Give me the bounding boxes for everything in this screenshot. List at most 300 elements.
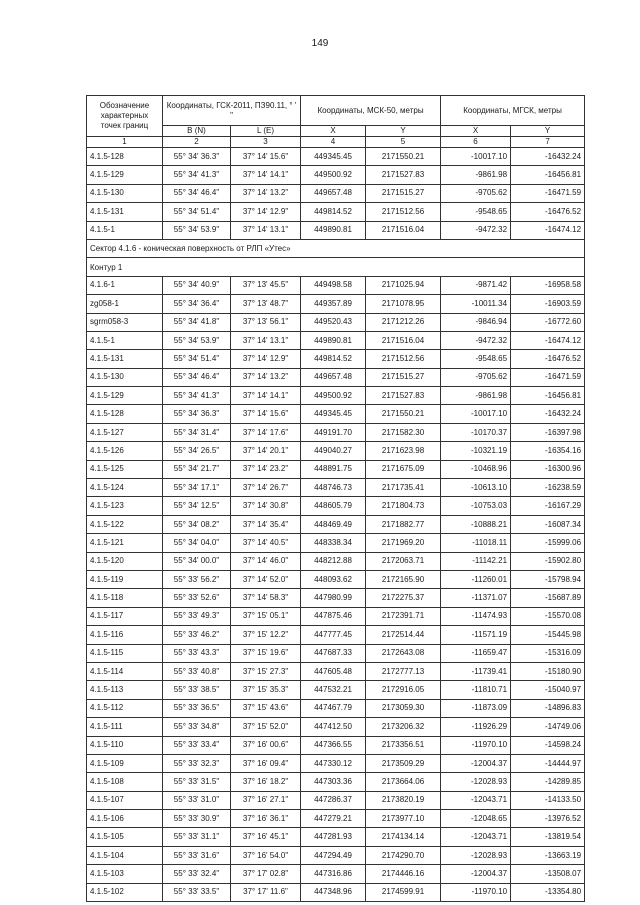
- table-row: [87, 791, 585, 809]
- mgsk-x-cell: -11142.21: [441, 552, 511, 570]
- msk-y-cell: 2171550.21: [366, 148, 441, 166]
- table-row: [87, 699, 585, 717]
- msk-x-cell: 449500.92: [301, 387, 366, 405]
- point-name-cell: 4.1.5-104: [87, 846, 163, 864]
- msk-x-cell: 447303.36: [301, 773, 366, 791]
- mgsk-y-cell: -15180.90: [511, 662, 585, 680]
- table-row: [87, 589, 585, 607]
- mgsk-y-cell: -16476.52: [511, 203, 585, 221]
- header-l: L (E): [231, 126, 301, 137]
- l-cell: 37° 14' 30.8": [231, 497, 301, 515]
- table-row: [87, 423, 585, 441]
- section-row: [87, 239, 585, 257]
- point-name-cell: 4.1.5-102: [87, 883, 163, 901]
- point-name-cell: 4.1.5-117: [87, 607, 163, 625]
- l-cell: 37° 14' 14.1": [231, 166, 301, 184]
- mgsk-x-cell: -10170.37: [441, 423, 511, 441]
- table-row: [87, 626, 585, 644]
- mgsk-x-cell: -11970.10: [441, 736, 511, 754]
- mgsk-x-cell: -10753.03: [441, 497, 511, 515]
- msk-y-cell: 2174134.14: [366, 828, 441, 846]
- b-cell: 55° 34' 46.4": [163, 368, 231, 386]
- msk-y-cell: 2171515.27: [366, 368, 441, 386]
- b-cell: 55° 33' 31.5": [163, 773, 231, 791]
- mgsk-y-cell: -16397.98: [511, 423, 585, 441]
- table-row: [87, 313, 585, 331]
- msk-y-cell: 2173509.29: [366, 754, 441, 772]
- point-name-cell: 4.1.5-124: [87, 479, 163, 497]
- l-cell: 37° 14' 17.6": [231, 423, 301, 441]
- section-row-label: Сектор 4.1.6 - коническая поверхность от РЛП «Утес»: [87, 239, 585, 257]
- l-cell: 37° 16' 18.2": [231, 773, 301, 791]
- header-col-number: 6: [441, 137, 511, 148]
- table-row: [87, 681, 585, 699]
- l-cell: 37° 14' 14.1": [231, 387, 301, 405]
- l-cell: 37° 15' 27.3": [231, 662, 301, 680]
- b-cell: 55° 34' 46.4": [163, 184, 231, 202]
- msk-x-cell: 449890.81: [301, 221, 366, 239]
- b-cell: 55° 34' 41.3": [163, 166, 231, 184]
- msk-x-cell: 447279.21: [301, 810, 366, 828]
- msk-x-cell: 447875.46: [301, 607, 366, 625]
- mgsk-x-cell: -10017.10: [441, 148, 511, 166]
- table-row: [87, 754, 585, 772]
- table-row: [87, 331, 585, 349]
- b-cell: 55° 34' 51.4": [163, 203, 231, 221]
- l-cell: 37° 17' 11.6": [231, 883, 301, 901]
- msk-y-cell: 2172514.44: [366, 626, 441, 644]
- msk-x-cell: 447316.86: [301, 865, 366, 883]
- point-name-cell: 4.1.5-116: [87, 626, 163, 644]
- b-cell: 55° 34' 12.5": [163, 497, 231, 515]
- mgsk-y-cell: -15316.09: [511, 644, 585, 662]
- msk-x-cell: 447366.55: [301, 736, 366, 754]
- table-row: [87, 460, 585, 478]
- table-row: [87, 479, 585, 497]
- point-name-cell: 4.1.5-123: [87, 497, 163, 515]
- msk-x-cell: 447980.99: [301, 589, 366, 607]
- mgsk-x-cell: -9472.32: [441, 221, 511, 239]
- mgsk-x-cell: -11970.10: [441, 883, 511, 901]
- b-cell: 55° 34' 53.9": [163, 221, 231, 239]
- mgsk-x-cell: -9548.65: [441, 203, 511, 221]
- msk-x-cell: 448605.79: [301, 497, 366, 515]
- header-mgsk-coordinates: Координаты, МГСК, метры: [441, 96, 585, 126]
- table-row: [87, 736, 585, 754]
- msk-y-cell: 2171516.04: [366, 221, 441, 239]
- mgsk-y-cell: -13663.19: [511, 846, 585, 864]
- table-row: [87, 405, 585, 423]
- table-row: [87, 883, 585, 901]
- msk-x-cell: 449357.89: [301, 295, 366, 313]
- point-name-cell: 4.1.5-126: [87, 442, 163, 460]
- msk-y-cell: 2171623.98: [366, 442, 441, 460]
- l-cell: 37° 14' 46.0": [231, 552, 301, 570]
- point-name-cell: 4.1.5-1: [87, 221, 163, 239]
- header-col-number: 4: [301, 137, 366, 148]
- mgsk-y-cell: -15687.89: [511, 589, 585, 607]
- msk-y-cell: 2173664.06: [366, 773, 441, 791]
- mgsk-x-cell: -11571.19: [441, 626, 511, 644]
- mgsk-x-cell: -10888.21: [441, 515, 511, 533]
- b-cell: 55° 34' 36.4": [163, 295, 231, 313]
- l-cell: 37° 16' 45.1": [231, 828, 301, 846]
- l-cell: 37° 16' 54.0": [231, 846, 301, 864]
- l-cell: 37° 14' 12.9": [231, 350, 301, 368]
- l-cell: 37° 14' 26.7": [231, 479, 301, 497]
- point-name-cell: 4.1.5-109: [87, 754, 163, 772]
- b-cell: 55° 33' 31.1": [163, 828, 231, 846]
- mgsk-x-cell: -11474.93: [441, 607, 511, 625]
- mgsk-x-cell: -9861.98: [441, 166, 511, 184]
- mgsk-y-cell: -14896.83: [511, 699, 585, 717]
- msk-y-cell: 2173820.19: [366, 791, 441, 809]
- table-row: [87, 846, 585, 864]
- msk-y-cell: 2171516.04: [366, 331, 441, 349]
- mgsk-x-cell: -10468.96: [441, 460, 511, 478]
- mgsk-y-cell: -15570.08: [511, 607, 585, 625]
- point-name-cell: 4.1.5-130: [87, 368, 163, 386]
- l-cell: 37° 15' 43.6": [231, 699, 301, 717]
- msk-y-cell: 2171582.30: [366, 423, 441, 441]
- msk-x-cell: 447281.93: [301, 828, 366, 846]
- point-name-cell: 4.1.5-120: [87, 552, 163, 570]
- mgsk-y-cell: -16471.59: [511, 184, 585, 202]
- point-name-cell: 4.1.5-108: [87, 773, 163, 791]
- mgsk-y-cell: -13976.52: [511, 810, 585, 828]
- msk-y-cell: 2174290.70: [366, 846, 441, 864]
- point-name-cell: 4.1.5-115: [87, 644, 163, 662]
- l-cell: 37° 14' 13.2": [231, 184, 301, 202]
- l-cell: 37° 15' 19.6": [231, 644, 301, 662]
- msk-x-cell: 447532.21: [301, 681, 366, 699]
- mgsk-x-cell: -12043.71: [441, 828, 511, 846]
- msk-x-cell: 449814.52: [301, 350, 366, 368]
- msk-y-cell: 2172391.71: [366, 607, 441, 625]
- b-cell: 55° 33' 49.3": [163, 607, 231, 625]
- l-cell: 37° 13' 48.7": [231, 295, 301, 313]
- l-cell: 37° 14' 35.4": [231, 515, 301, 533]
- msk-x-cell: 448338.34: [301, 534, 366, 552]
- table-row: [87, 497, 585, 515]
- table-row: [87, 221, 585, 239]
- mgsk-y-cell: -14598.24: [511, 736, 585, 754]
- mgsk-x-cell: -11260.01: [441, 570, 511, 588]
- point-name-cell: 4.1.5-119: [87, 570, 163, 588]
- header-msk-coordinates: Координаты, МСК-50, метры: [301, 96, 441, 126]
- b-cell: 55° 33' 36.5": [163, 699, 231, 717]
- b-cell: 55° 34' 51.4": [163, 350, 231, 368]
- msk-y-cell: 2171078.95: [366, 295, 441, 313]
- point-name-cell: 4.1.5-106: [87, 810, 163, 828]
- mgsk-x-cell: -11659.47: [441, 644, 511, 662]
- point-name-cell: zg058-1: [87, 295, 163, 313]
- b-cell: 55° 33' 43.3": [163, 644, 231, 662]
- l-cell: 37° 14' 40.5": [231, 534, 301, 552]
- msk-x-cell: 448469.49: [301, 515, 366, 533]
- header-point-designation: Обозначение характерных точек границ: [87, 96, 163, 137]
- msk-x-cell: 448746.73: [301, 479, 366, 497]
- header-col-number: 3: [231, 137, 301, 148]
- point-name-cell: 4.1.5-103: [87, 865, 163, 883]
- l-cell: 37° 14' 15.6": [231, 148, 301, 166]
- b-cell: 55° 34' 00.0": [163, 552, 231, 570]
- table-row: [87, 828, 585, 846]
- table-body: [87, 148, 585, 902]
- b-cell: 55° 33' 32.3": [163, 754, 231, 772]
- msk-y-cell: 2172063.71: [366, 552, 441, 570]
- mgsk-x-cell: -11810.71: [441, 681, 511, 699]
- msk-x-cell: 448093.62: [301, 570, 366, 588]
- point-name-cell: 4.1.5-118: [87, 589, 163, 607]
- table-row: [87, 607, 585, 625]
- b-cell: 55° 34' 41.3": [163, 387, 231, 405]
- contour-row-label: Контур 1: [87, 258, 585, 276]
- msk-y-cell: 2172165.90: [366, 570, 441, 588]
- l-cell: 37° 14' 13.1": [231, 331, 301, 349]
- point-name-cell: 4.1.5-111: [87, 718, 163, 736]
- point-name-cell: 4.1.5-114: [87, 662, 163, 680]
- b-cell: 55° 33' 52.6": [163, 589, 231, 607]
- mgsk-y-cell: -16474.12: [511, 221, 585, 239]
- msk-x-cell: 449520.43: [301, 313, 366, 331]
- header-msk-y: Y: [366, 126, 441, 137]
- msk-x-cell: 447348.96: [301, 883, 366, 901]
- l-cell: 37° 16' 36.1": [231, 810, 301, 828]
- mgsk-x-cell: -12028.93: [441, 773, 511, 791]
- mgsk-x-cell: -9871.42: [441, 276, 511, 294]
- b-cell: 55° 33' 31.0": [163, 791, 231, 809]
- point-name-cell: 4.1.5-122: [87, 515, 163, 533]
- table-row: [87, 166, 585, 184]
- mgsk-x-cell: -12048.65: [441, 810, 511, 828]
- point-name-cell: 4.1.5-128: [87, 405, 163, 423]
- mgsk-x-cell: -12004.37: [441, 865, 511, 883]
- l-cell: 37° 14' 23.2": [231, 460, 301, 478]
- table-row: [87, 368, 585, 386]
- mgsk-y-cell: -16087.34: [511, 515, 585, 533]
- msk-x-cell: 449814.52: [301, 203, 366, 221]
- b-cell: 55° 34' 36.3": [163, 405, 231, 423]
- table-row: [87, 810, 585, 828]
- point-name-cell: 4.1.5-130: [87, 184, 163, 202]
- b-cell: 55° 33' 30.9": [163, 810, 231, 828]
- b-cell: 55° 33' 33.4": [163, 736, 231, 754]
- mgsk-y-cell: -14133.50: [511, 791, 585, 809]
- l-cell: 37° 16' 09.4": [231, 754, 301, 772]
- mgsk-y-cell: -13508.07: [511, 865, 585, 883]
- table-row: [87, 515, 585, 533]
- mgsk-y-cell: -16354.16: [511, 442, 585, 460]
- mgsk-x-cell: -9705.62: [441, 184, 511, 202]
- mgsk-y-cell: -16772.60: [511, 313, 585, 331]
- b-cell: 55° 34' 04.0": [163, 534, 231, 552]
- msk-x-cell: 447286.37: [301, 791, 366, 809]
- l-cell: 37° 17' 02.8": [231, 865, 301, 883]
- header-gsk-coordinates: Координаты, ГСК-2011, ПЗ90.11, ° ' ": [163, 96, 301, 126]
- header-mgsk-x: X: [441, 126, 511, 137]
- mgsk-x-cell: -9705.62: [441, 368, 511, 386]
- l-cell: 37° 14' 12.9": [231, 203, 301, 221]
- point-name-cell: 4.1.5-121: [87, 534, 163, 552]
- msk-x-cell: 448212.88: [301, 552, 366, 570]
- msk-x-cell: 449345.45: [301, 405, 366, 423]
- mgsk-y-cell: -16167.29: [511, 497, 585, 515]
- b-cell: 55° 34' 17.1": [163, 479, 231, 497]
- msk-y-cell: 2171969.20: [366, 534, 441, 552]
- b-cell: 55° 34' 21.7": [163, 460, 231, 478]
- mgsk-x-cell: -12004.37: [441, 754, 511, 772]
- mgsk-x-cell: -9861.98: [441, 387, 511, 405]
- msk-y-cell: 2173206.32: [366, 718, 441, 736]
- l-cell: 37° 14' 58.3": [231, 589, 301, 607]
- msk-x-cell: 447294.49: [301, 846, 366, 864]
- table-row: [87, 552, 585, 570]
- header-msk-x: X: [301, 126, 366, 137]
- mgsk-y-cell: -16471.59: [511, 368, 585, 386]
- mgsk-x-cell: -9846.94: [441, 313, 511, 331]
- msk-y-cell: 2174599.91: [366, 883, 441, 901]
- l-cell: 37° 14' 13.2": [231, 368, 301, 386]
- b-cell: 55° 34' 36.3": [163, 148, 231, 166]
- table-row: [87, 773, 585, 791]
- b-cell: 55° 33' 34.8": [163, 718, 231, 736]
- table-row: [87, 295, 585, 313]
- point-name-cell: sgrm058-3: [87, 313, 163, 331]
- mgsk-y-cell: -16300.96: [511, 460, 585, 478]
- msk-y-cell: 2172643.08: [366, 644, 441, 662]
- point-name-cell: 4.1.5-129: [87, 387, 163, 405]
- mgsk-y-cell: -15999.06: [511, 534, 585, 552]
- msk-y-cell: 2171550.21: [366, 405, 441, 423]
- mgsk-y-cell: -16903.59: [511, 295, 585, 313]
- msk-x-cell: 449040.27: [301, 442, 366, 460]
- b-cell: 55° 33' 38.5": [163, 681, 231, 699]
- table-row: [87, 570, 585, 588]
- b-cell: 55° 33' 31.6": [163, 846, 231, 864]
- point-name-cell: 4.1.5-113: [87, 681, 163, 699]
- msk-y-cell: 2172916.05: [366, 681, 441, 699]
- l-cell: 37° 14' 52.0": [231, 570, 301, 588]
- mgsk-x-cell: -11926.29: [441, 718, 511, 736]
- mgsk-y-cell: -16456.81: [511, 166, 585, 184]
- coordinates-table: [86, 95, 585, 902]
- b-cell: 55° 34' 41.8": [163, 313, 231, 331]
- mgsk-y-cell: -16474.12: [511, 331, 585, 349]
- point-name-cell: 4.1.5-110: [87, 736, 163, 754]
- msk-y-cell: 2171527.83: [366, 387, 441, 405]
- table-row: [87, 442, 585, 460]
- b-cell: 55° 33' 33.5": [163, 883, 231, 901]
- mgsk-x-cell: -9548.65: [441, 350, 511, 368]
- msk-y-cell: 2171882.77: [366, 515, 441, 533]
- mgsk-y-cell: -14444.97: [511, 754, 585, 772]
- point-name-cell: 4.1.5-105: [87, 828, 163, 846]
- msk-y-cell: 2171212.26: [366, 313, 441, 331]
- msk-y-cell: 2172275.37: [366, 589, 441, 607]
- table-row: [87, 276, 585, 294]
- mgsk-y-cell: -16456.81: [511, 387, 585, 405]
- table-row: [87, 662, 585, 680]
- point-name-cell: 4.1.6-1: [87, 276, 163, 294]
- msk-y-cell: 2171515.27: [366, 184, 441, 202]
- page-number: 149: [311, 38, 329, 49]
- l-cell: 37° 15' 52.0": [231, 718, 301, 736]
- mgsk-x-cell: -11873.09: [441, 699, 511, 717]
- point-name-cell: 4.1.5-107: [87, 791, 163, 809]
- msk-y-cell: 2171025.94: [366, 276, 441, 294]
- point-name-cell: 4.1.5-131: [87, 350, 163, 368]
- mgsk-y-cell: -14289.85: [511, 773, 585, 791]
- b-cell: 55° 33' 40.8": [163, 662, 231, 680]
- mgsk-y-cell: -16432.24: [511, 148, 585, 166]
- msk-y-cell: 2172777.13: [366, 662, 441, 680]
- point-name-cell: 4.1.5-125: [87, 460, 163, 478]
- l-cell: 37° 13' 45.5": [231, 276, 301, 294]
- mgsk-x-cell: -10321.19: [441, 442, 511, 460]
- msk-y-cell: 2173977.10: [366, 810, 441, 828]
- table-row: [87, 350, 585, 368]
- msk-y-cell: 2171512.56: [366, 203, 441, 221]
- header-b: B (N): [163, 126, 231, 137]
- msk-x-cell: 448891.75: [301, 460, 366, 478]
- l-cell: 37° 16' 27.1": [231, 791, 301, 809]
- l-cell: 37° 14' 13.1": [231, 221, 301, 239]
- l-cell: 37° 14' 20.1": [231, 442, 301, 460]
- msk-y-cell: 2173356.51: [366, 736, 441, 754]
- point-name-cell: 4.1.5-1: [87, 331, 163, 349]
- mgsk-y-cell: -16958.58: [511, 276, 585, 294]
- l-cell: 37° 16' 00.6": [231, 736, 301, 754]
- contour-row: [87, 258, 585, 276]
- table-row: [87, 865, 585, 883]
- mgsk-x-cell: -10613.10: [441, 479, 511, 497]
- table-row: [87, 644, 585, 662]
- msk-y-cell: 2171804.73: [366, 497, 441, 515]
- msk-x-cell: 449500.92: [301, 166, 366, 184]
- table-row: [87, 718, 585, 736]
- mgsk-x-cell: -11739.41: [441, 662, 511, 680]
- msk-y-cell: 2171512.56: [366, 350, 441, 368]
- msk-x-cell: 449657.48: [301, 368, 366, 386]
- b-cell: 55° 34' 08.2": [163, 515, 231, 533]
- msk-y-cell: 2171675.09: [366, 460, 441, 478]
- b-cell: 55° 33' 56.2": [163, 570, 231, 588]
- mgsk-y-cell: -16476.52: [511, 350, 585, 368]
- l-cell: 37° 14' 15.6": [231, 405, 301, 423]
- mgsk-y-cell: -16432.24: [511, 405, 585, 423]
- mgsk-y-cell: -13819.54: [511, 828, 585, 846]
- b-cell: 55° 33' 46.2": [163, 626, 231, 644]
- msk-y-cell: 2173059.30: [366, 699, 441, 717]
- msk-x-cell: 447777.45: [301, 626, 366, 644]
- msk-y-cell: 2171735.41: [366, 479, 441, 497]
- table-row: [87, 148, 585, 166]
- point-name-cell: 4.1.5-129: [87, 166, 163, 184]
- msk-x-cell: 449345.45: [301, 148, 366, 166]
- header-col-number: 5: [366, 137, 441, 148]
- mgsk-x-cell: -11371.07: [441, 589, 511, 607]
- l-cell: 37° 15' 12.2": [231, 626, 301, 644]
- l-cell: 37° 15' 35.3": [231, 681, 301, 699]
- msk-x-cell: 449191.70: [301, 423, 366, 441]
- point-name-cell: 4.1.5-127: [87, 423, 163, 441]
- b-cell: 55° 33' 32.4": [163, 865, 231, 883]
- b-cell: 55° 34' 26.5": [163, 442, 231, 460]
- header-col-number: 2: [163, 137, 231, 148]
- b-cell: 55° 34' 31.4": [163, 423, 231, 441]
- msk-y-cell: 2171527.83: [366, 166, 441, 184]
